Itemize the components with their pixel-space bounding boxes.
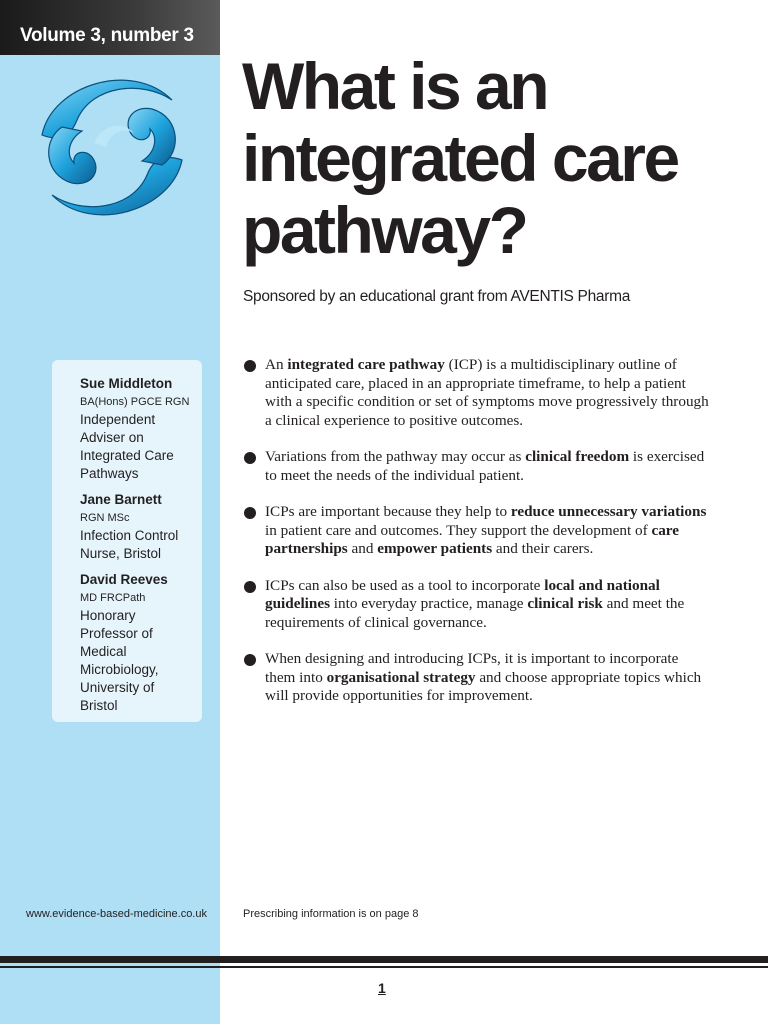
point-text: (ICP) is a multidisciplinary outline of anticipated care, placed in an appropriate timeframe, to help a patient with a specific condition or set of symptoms move progressively through a clinical experience to positive outcomes. — [265, 356, 709, 429]
author-sue-middleton — [80, 375, 189, 483]
bullet-icon — [244, 507, 256, 519]
point-text: and meet the requirements of clinical governance. — [265, 595, 685, 631]
key-point-item — [242, 650, 712, 706]
key-term: empower patients — [377, 540, 493, 557]
author-role-line: Infection Control — [80, 528, 179, 543]
author-role-line: Microbiology, — [80, 662, 159, 677]
key-term: reduce unnecessary variations — [510, 503, 707, 520]
author-name: Jane Barnett — [80, 492, 162, 507]
author-qualifications: MD FRCPath — [80, 592, 146, 604]
swirl-logo-icon — [22, 65, 202, 230]
key-point-item — [242, 356, 712, 430]
author-qualifications: BA(Hons) PGCE RGN — [80, 396, 190, 408]
point-text: ICPs can also be used as a tool to incorporate — [265, 576, 545, 594]
key-point-item — [242, 448, 712, 485]
key-point-item — [242, 577, 712, 633]
logo-shine — [94, 126, 134, 147]
author-jane-barnett — [80, 491, 178, 563]
title-line: integrated care — [242, 121, 678, 195]
author-role-line: Medical — [80, 644, 127, 659]
key-term: integrated care pathway — [287, 356, 445, 373]
bullet-icon — [244, 452, 256, 464]
point-text: is exercised to meet the needs of the individual patient. — [265, 448, 705, 484]
point-text: When designing and introducing ICPs, it is important to incorporate them into — [265, 650, 679, 686]
logo-hook-left — [49, 127, 96, 184]
volume-label: Volume 3, number 3 — [20, 25, 194, 46]
key-term: clinical risk — [527, 595, 603, 612]
author-name: Sue Middleton — [80, 376, 173, 391]
key-term: clinical freedom — [525, 448, 630, 465]
key-point-item — [242, 503, 712, 559]
page-title — [242, 50, 762, 266]
author-role-line: Adviser on — [80, 430, 144, 445]
point-text: An — [265, 356, 288, 373]
author-role-line: University of — [80, 680, 155, 695]
author-role-line: Honorary — [80, 608, 136, 623]
point-text: and — [347, 540, 378, 557]
title-line: What is an — [242, 49, 548, 123]
author-qualifications: RGN MSc — [80, 512, 130, 524]
author-role-line: Professor of — [80, 626, 153, 641]
point-text: into everyday practice, manage — [330, 595, 528, 612]
key-term: care partnerships — [265, 521, 680, 557]
sponsor-note: Sponsored by an educational grant from AVENTIS Pharma — [243, 288, 631, 305]
logo-hook-right — [128, 108, 175, 165]
bullet-icon — [244, 654, 256, 666]
author-role-line: Pathways — [80, 466, 139, 481]
author-role-line: Nurse, Bristol — [80, 546, 162, 561]
author-role-line: Independent — [80, 412, 156, 427]
author-name: David Reeves — [80, 572, 168, 587]
volume-banner — [0, 0, 220, 55]
point-text: in patient care and outcomes. They support the development of — [265, 521, 652, 539]
author-role-line: Bristol — [80, 698, 118, 713]
key-term: local and national guidelines — [265, 576, 660, 612]
point-text: Variations from the pathway may occur as — [265, 448, 526, 465]
page-number: 1 — [378, 980, 386, 996]
bullet-icon — [244, 581, 256, 593]
author-role-line: Integrated Care — [80, 448, 174, 463]
footer-rule-thin — [0, 966, 768, 968]
key-points-list — [242, 356, 712, 724]
title-line: pathway? — [242, 193, 527, 267]
point-text: ICPs are important because they help to — [265, 503, 511, 520]
point-text: and choose appropriate topics which will provide opportunities for improvement. — [265, 668, 702, 704]
website-url: www.evidence-based-medicine.co.uk — [26, 908, 207, 920]
point-text: and their carers. — [492, 540, 594, 557]
author-david-reeves — [80, 571, 168, 715]
key-term: organisational strategy — [326, 668, 476, 686]
prescribing-note: Prescribing information is on page 8 — [243, 908, 419, 920]
footer-rule — [0, 956, 768, 963]
bullet-icon — [244, 360, 256, 372]
